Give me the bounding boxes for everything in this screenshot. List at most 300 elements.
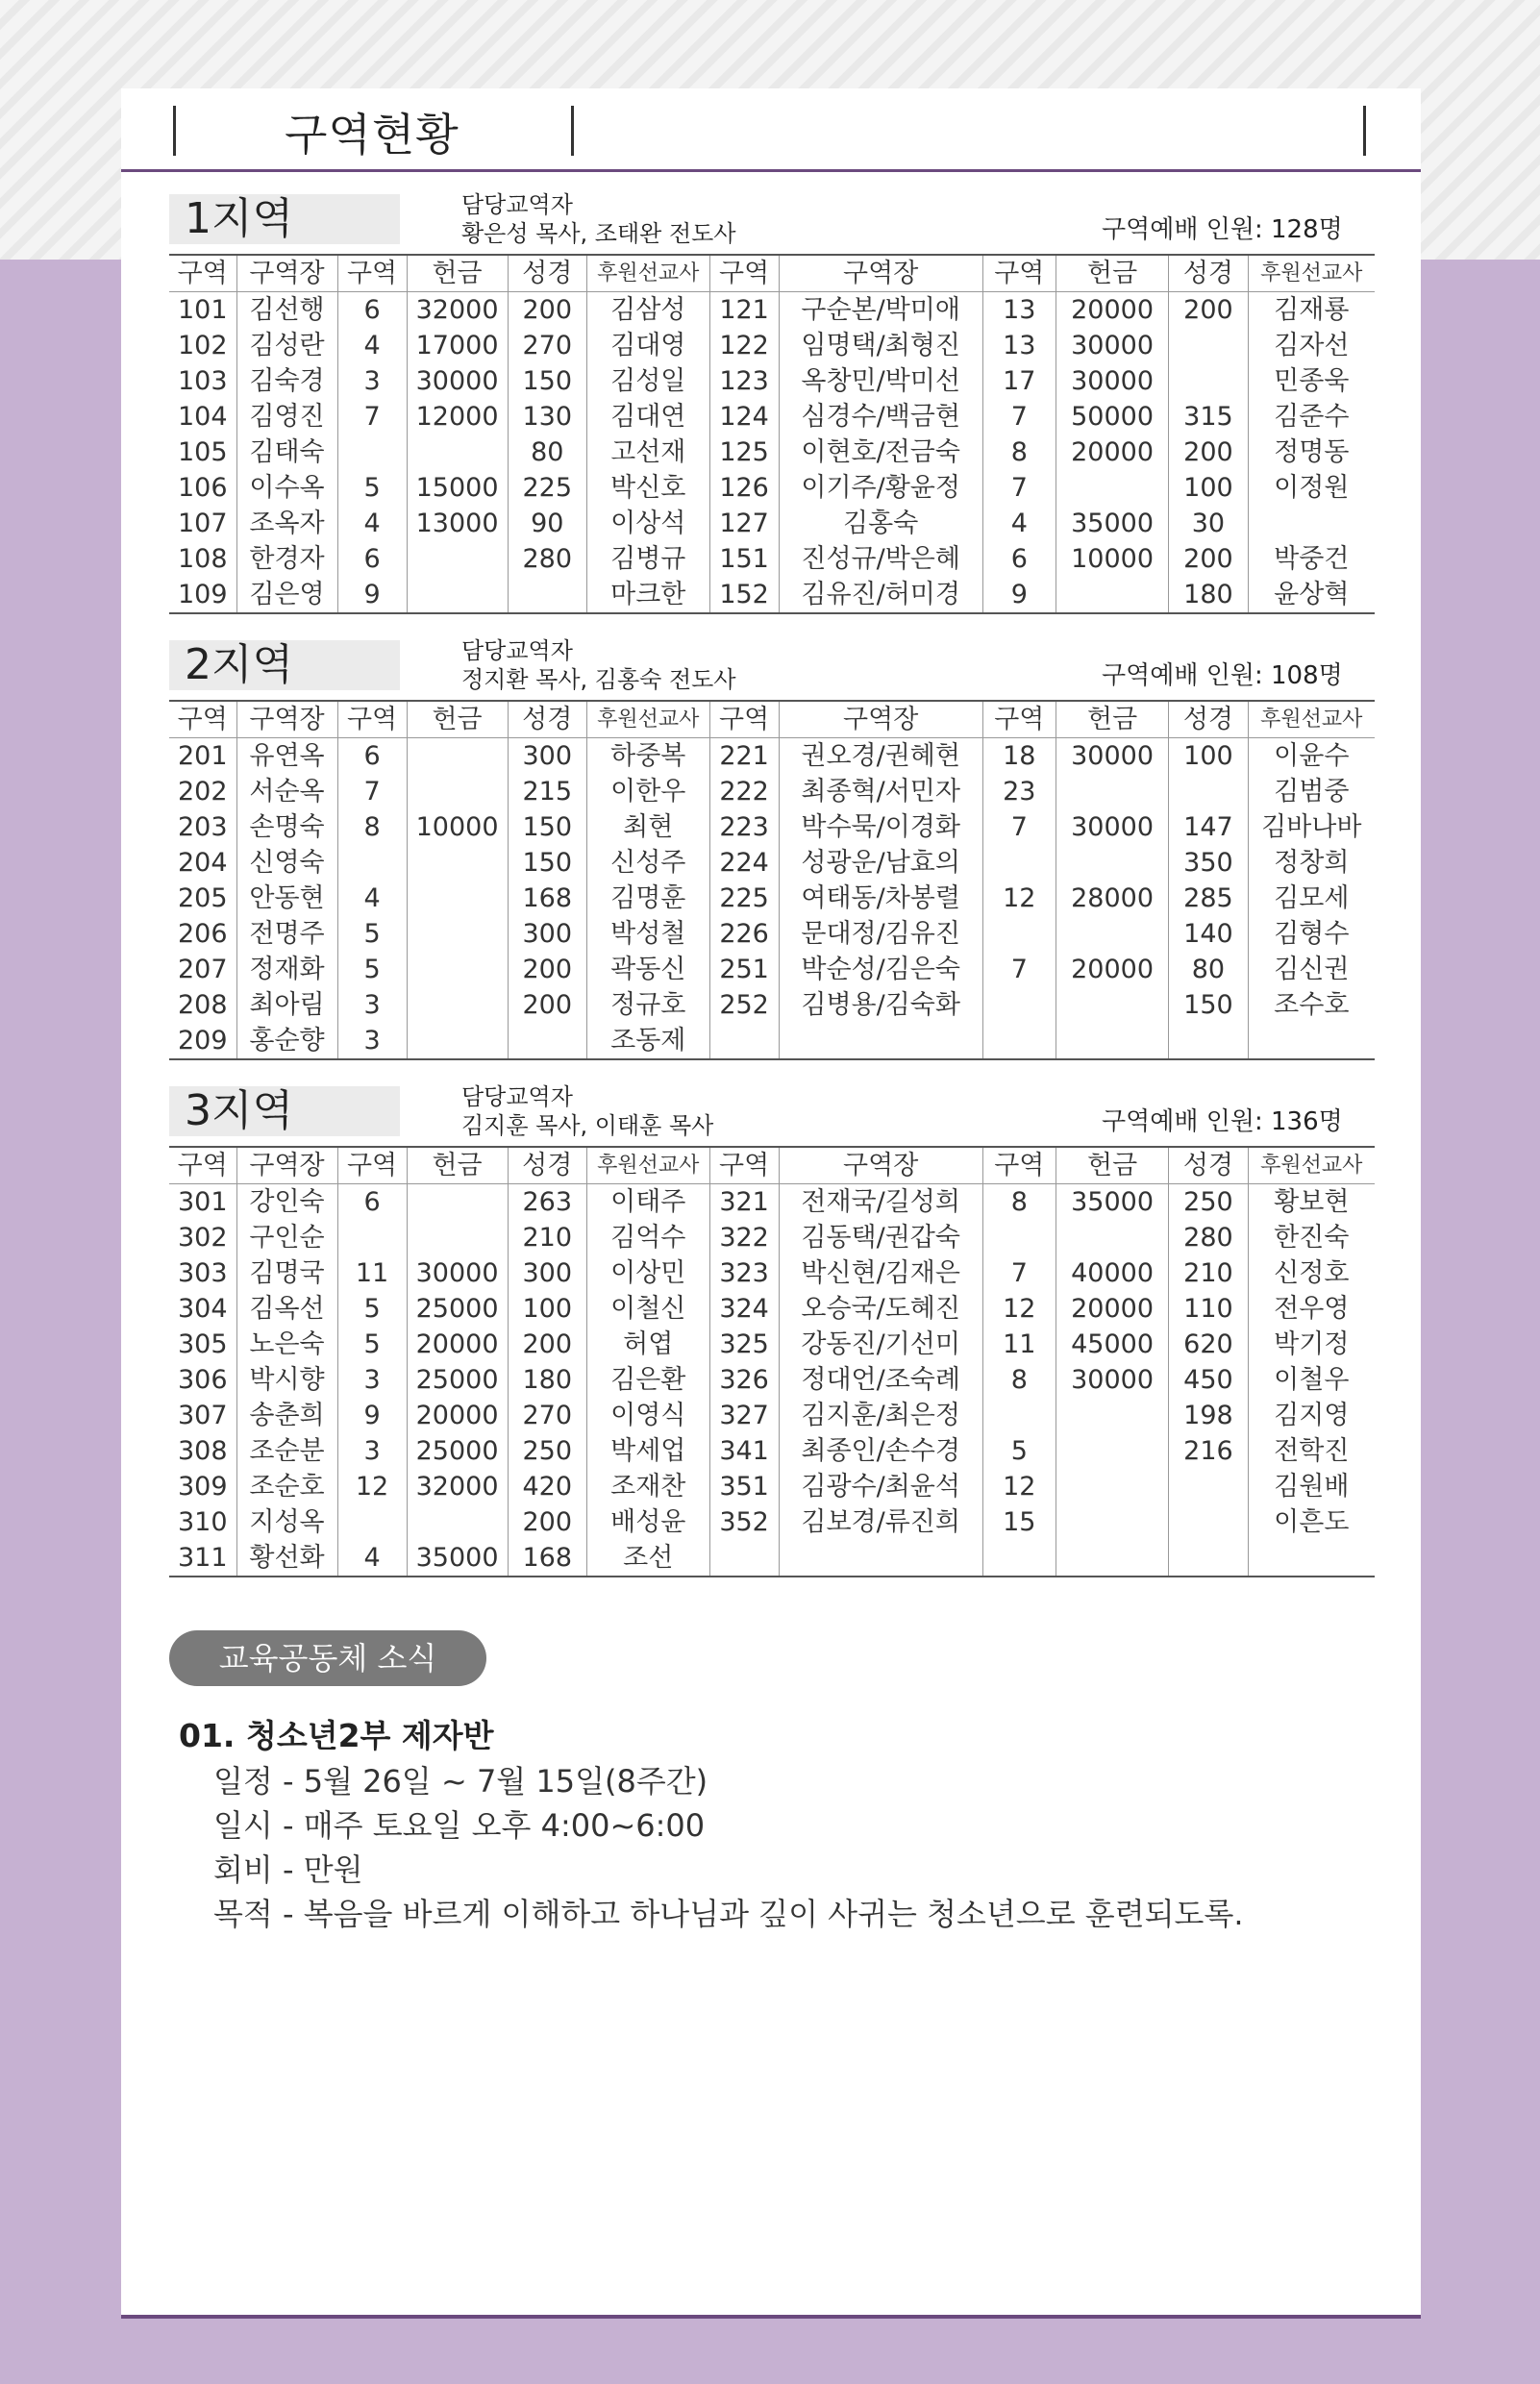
table-cell: 김범중 bbox=[1248, 774, 1375, 809]
column-header: 후원선교사 bbox=[1248, 255, 1375, 292]
table-cell bbox=[779, 1540, 982, 1577]
table-cell: 조순분 bbox=[236, 1433, 337, 1469]
table-cell: 311 bbox=[169, 1540, 236, 1577]
table-cell: 30000 bbox=[1056, 809, 1168, 845]
table-row bbox=[169, 1184, 1375, 1221]
table-cell: 15 bbox=[982, 1504, 1056, 1540]
table-cell bbox=[1169, 363, 1248, 399]
table-cell: 이태주 bbox=[586, 1184, 709, 1221]
table-cell: 이수옥 bbox=[236, 470, 337, 506]
table-row bbox=[169, 845, 1375, 881]
table-cell: 김원배 bbox=[1248, 1469, 1375, 1504]
table-cell: 성광운/남효의 bbox=[779, 845, 982, 881]
table-cell: 하중복 bbox=[586, 738, 709, 775]
table-cell: 3 bbox=[337, 1023, 407, 1059]
column-header: 구역 bbox=[337, 701, 407, 738]
column-header: 구역장 bbox=[236, 701, 337, 738]
table-cell: 308 bbox=[169, 1433, 236, 1469]
table-cell: 306 bbox=[169, 1362, 236, 1398]
table-cell: 207 bbox=[169, 952, 236, 987]
table-cell: 20000 bbox=[1056, 1291, 1168, 1327]
table-cell: 215 bbox=[508, 774, 586, 809]
column-header: 헌금 bbox=[1056, 255, 1168, 292]
table-row bbox=[169, 1291, 1375, 1327]
table-cell: 620 bbox=[1169, 1327, 1248, 1362]
table-cell: 102 bbox=[169, 328, 236, 363]
table-cell bbox=[407, 577, 508, 613]
table-cell: 서순옥 bbox=[236, 774, 337, 809]
column-header: 후원선교사 bbox=[586, 255, 709, 292]
table-cell: 황보현 bbox=[1248, 1184, 1375, 1221]
table-cell: 신정호 bbox=[1248, 1255, 1375, 1291]
table-cell bbox=[1056, 1433, 1168, 1469]
table-row bbox=[169, 1023, 1375, 1059]
table-cell: 임명택/최형진 bbox=[779, 328, 982, 363]
column-header: 구역 bbox=[709, 255, 779, 292]
table-cell: 7 bbox=[982, 1255, 1056, 1291]
column-header: 성경 bbox=[508, 701, 586, 738]
region-2-staff-label: 담당교역자 bbox=[461, 637, 573, 664]
table-cell: 280 bbox=[1169, 1220, 1248, 1255]
table-cell bbox=[407, 435, 508, 470]
table-cell: 민종욱 bbox=[1248, 363, 1375, 399]
table-cell bbox=[407, 952, 508, 987]
table-row bbox=[169, 577, 1375, 613]
table-cell: 김대연 bbox=[586, 399, 709, 435]
table-cell: 200 bbox=[1169, 435, 1248, 470]
table-cell: 지성옥 bbox=[236, 1504, 337, 1540]
table-row bbox=[169, 363, 1375, 399]
table-cell: 5 bbox=[982, 1433, 1056, 1469]
table-row bbox=[169, 738, 1375, 775]
table-cell: 28000 bbox=[1056, 881, 1168, 916]
table-cell: 202 bbox=[169, 774, 236, 809]
table-cell bbox=[407, 881, 508, 916]
table-cell bbox=[337, 1504, 407, 1540]
table-cell: 310 bbox=[169, 1504, 236, 1540]
table-cell: 222 bbox=[709, 774, 779, 809]
table-cell: 226 bbox=[709, 916, 779, 952]
table-cell: 박순성/김은숙 bbox=[779, 952, 982, 987]
table-cell bbox=[508, 577, 586, 613]
table-cell bbox=[982, 1023, 1056, 1059]
table-cell: 30000 bbox=[1056, 1362, 1168, 1398]
table-cell: 김신권 bbox=[1248, 952, 1375, 987]
table-cell: 8 bbox=[982, 1184, 1056, 1221]
table-cell: 김억수 bbox=[586, 1220, 709, 1255]
table-cell: 김은환 bbox=[586, 1362, 709, 1398]
table-cell: 250 bbox=[1169, 1184, 1248, 1221]
table-cell: 126 bbox=[709, 470, 779, 506]
table-cell: 304 bbox=[169, 1291, 236, 1327]
table-cell: 김명훈 bbox=[586, 881, 709, 916]
table-cell bbox=[1169, 328, 1248, 363]
region-2-table bbox=[169, 700, 1375, 1060]
table-cell: 조선 bbox=[586, 1540, 709, 1577]
table-cell bbox=[1169, 774, 1248, 809]
table-row bbox=[169, 809, 1375, 845]
header-mid-tick bbox=[571, 106, 574, 156]
table-cell: 김삼성 bbox=[586, 292, 709, 329]
table-cell: 13 bbox=[982, 292, 1056, 329]
table-cell bbox=[337, 1220, 407, 1255]
table-cell: 100 bbox=[1169, 470, 1248, 506]
table-cell: 12 bbox=[337, 1469, 407, 1504]
header-left-tick bbox=[173, 106, 176, 156]
table-cell: 4 bbox=[337, 328, 407, 363]
region-3-staff-names: 김지훈 목사, 이태훈 목사 bbox=[461, 1112, 714, 1139]
table-cell: 김병규 bbox=[586, 541, 709, 577]
table-cell: 25000 bbox=[407, 1291, 508, 1327]
table-cell: 고선재 bbox=[586, 435, 709, 470]
column-header: 헌금 bbox=[1056, 701, 1168, 738]
table-cell: 김보경/류진희 bbox=[779, 1504, 982, 1540]
table-cell: 유연옥 bbox=[236, 738, 337, 775]
table-cell: 17000 bbox=[407, 328, 508, 363]
table-cell bbox=[407, 916, 508, 952]
header-divider bbox=[121, 169, 1421, 172]
table-cell: 전명주 bbox=[236, 916, 337, 952]
table-cell bbox=[1169, 1504, 1248, 1540]
table-cell: 오승국/도혜진 bbox=[779, 1291, 982, 1327]
table-cell: 204 bbox=[169, 845, 236, 881]
column-header: 성경 bbox=[1169, 1147, 1248, 1184]
table-cell: 324 bbox=[709, 1291, 779, 1327]
table-cell: 250 bbox=[508, 1433, 586, 1469]
column-header: 구역 bbox=[982, 255, 1056, 292]
table-cell bbox=[407, 1220, 508, 1255]
table-row bbox=[169, 1362, 1375, 1398]
table-cell: 신성주 bbox=[586, 845, 709, 881]
table-cell: 여태동/차봉렬 bbox=[779, 881, 982, 916]
table-cell bbox=[1169, 1540, 1248, 1577]
table-cell: 최현 bbox=[586, 809, 709, 845]
table-row bbox=[169, 1255, 1375, 1291]
table-cell bbox=[1248, 1540, 1375, 1577]
table-cell: 200 bbox=[508, 1327, 586, 1362]
table-cell: 김준수 bbox=[1248, 399, 1375, 435]
news-line-time: 일시 - 매주 토요일 오후 4:00~6:00 bbox=[213, 1807, 706, 1844]
table-cell bbox=[407, 1023, 508, 1059]
table-cell: 노은숙 bbox=[236, 1327, 337, 1362]
table-cell: 325 bbox=[709, 1327, 779, 1362]
table-cell bbox=[779, 1023, 982, 1059]
table-cell: 180 bbox=[508, 1362, 586, 1398]
table-cell: 강인숙 bbox=[236, 1184, 337, 1221]
table-cell: 조옥자 bbox=[236, 506, 337, 541]
table-cell: 김홍숙 bbox=[779, 506, 982, 541]
table-cell: 이상석 bbox=[586, 506, 709, 541]
table-cell: 150 bbox=[508, 363, 586, 399]
table-cell: 진성규/박은혜 bbox=[779, 541, 982, 577]
table-cell: 251 bbox=[709, 952, 779, 987]
table-row bbox=[169, 470, 1375, 506]
region-1-staff-label: 담당교역자 bbox=[461, 191, 573, 218]
column-header: 구역 bbox=[169, 1147, 236, 1184]
column-header: 성경 bbox=[1169, 701, 1248, 738]
table-row bbox=[169, 435, 1375, 470]
table-cell: 201 bbox=[169, 738, 236, 775]
table-cell bbox=[1056, 577, 1168, 613]
table-cell: 4 bbox=[982, 506, 1056, 541]
table-cell: 이상민 bbox=[586, 1255, 709, 1291]
table-cell: 263 bbox=[508, 1184, 586, 1221]
table-cell: 12 bbox=[982, 1291, 1056, 1327]
table-cell: 4 bbox=[337, 506, 407, 541]
table-cell: 122 bbox=[709, 328, 779, 363]
table-cell: 김자선 bbox=[1248, 328, 1375, 363]
table-cell bbox=[1056, 774, 1168, 809]
table-cell: 322 bbox=[709, 1220, 779, 1255]
region-1-count: 구역예배 인원: 128명 bbox=[1102, 215, 1343, 244]
table-cell: 18 bbox=[982, 738, 1056, 775]
table-cell bbox=[1056, 1469, 1168, 1504]
table-cell: 6 bbox=[337, 1184, 407, 1221]
table-cell: 147 bbox=[1169, 809, 1248, 845]
table-cell: 100 bbox=[508, 1291, 586, 1327]
table-cell: 315 bbox=[1169, 399, 1248, 435]
table-row bbox=[169, 1433, 1375, 1469]
table-cell: 198 bbox=[1169, 1398, 1248, 1433]
table-cell: 김지영 bbox=[1248, 1398, 1375, 1433]
table-cell bbox=[337, 845, 407, 881]
table-cell: 정대언/조숙례 bbox=[779, 1362, 982, 1398]
table-cell: 121 bbox=[709, 292, 779, 329]
table-cell: 30000 bbox=[1056, 328, 1168, 363]
table-cell: 200 bbox=[508, 292, 586, 329]
table-cell: 301 bbox=[169, 1184, 236, 1221]
table-cell: 김은영 bbox=[236, 577, 337, 613]
table-cell: 109 bbox=[169, 577, 236, 613]
table-cell: 225 bbox=[709, 881, 779, 916]
table-cell: 13000 bbox=[407, 506, 508, 541]
table-cell: 9 bbox=[337, 577, 407, 613]
table-cell: 조동제 bbox=[586, 1023, 709, 1059]
table-cell: 100 bbox=[1169, 738, 1248, 775]
table-cell: 208 bbox=[169, 987, 236, 1023]
table-cell: 80 bbox=[1169, 952, 1248, 987]
table-cell: 10000 bbox=[407, 809, 508, 845]
table-cell: 420 bbox=[508, 1469, 586, 1504]
table-cell: 옥창민/박미선 bbox=[779, 363, 982, 399]
table-cell: 이영식 bbox=[586, 1398, 709, 1433]
table-cell: 8 bbox=[337, 809, 407, 845]
table-row bbox=[169, 399, 1375, 435]
column-header: 구역 bbox=[982, 1147, 1056, 1184]
table-cell: 300 bbox=[508, 738, 586, 775]
table-cell: 350 bbox=[1169, 845, 1248, 881]
table-cell: 김선행 bbox=[236, 292, 337, 329]
page-title: 구역현황 bbox=[285, 109, 460, 161]
table-cell: 김옥선 bbox=[236, 1291, 337, 1327]
table-cell bbox=[709, 1023, 779, 1059]
table-cell: 20000 bbox=[1056, 952, 1168, 987]
table-cell: 32000 bbox=[407, 1469, 508, 1504]
table-cell: 8 bbox=[982, 435, 1056, 470]
table-cell: 108 bbox=[169, 541, 236, 577]
table-cell: 6 bbox=[982, 541, 1056, 577]
table-cell: 김병용/김숙화 bbox=[779, 987, 982, 1023]
column-header: 구역 bbox=[709, 1147, 779, 1184]
table-cell: 6 bbox=[337, 541, 407, 577]
news-line-fee: 회비 - 만원 bbox=[213, 1851, 363, 1888]
table-cell: 구순본/박미애 bbox=[779, 292, 982, 329]
table-cell bbox=[982, 1398, 1056, 1433]
column-header: 헌금 bbox=[407, 1147, 508, 1184]
table-cell: 307 bbox=[169, 1398, 236, 1433]
table-row bbox=[169, 774, 1375, 809]
region-3-count: 구역예배 인원: 136명 bbox=[1102, 1107, 1343, 1136]
table-cell: 9 bbox=[337, 1398, 407, 1433]
column-header: 성경 bbox=[508, 255, 586, 292]
table-cell: 김영진 bbox=[236, 399, 337, 435]
table-cell: 김명국 bbox=[236, 1255, 337, 1291]
table-cell: 80 bbox=[508, 435, 586, 470]
table-cell: 50000 bbox=[1056, 399, 1168, 435]
table-cell: 3 bbox=[337, 1433, 407, 1469]
region-1-title: 1지역 bbox=[169, 194, 400, 244]
table-cell: 270 bbox=[508, 1398, 586, 1433]
table-cell: 5 bbox=[337, 1291, 407, 1327]
table-row bbox=[169, 987, 1375, 1023]
region-1-table bbox=[169, 254, 1375, 614]
table-cell bbox=[1248, 1023, 1375, 1059]
table-cell: 김모세 bbox=[1248, 881, 1375, 916]
region-3-staff-label: 담당교역자 bbox=[461, 1083, 573, 1110]
table-cell: 221 bbox=[709, 738, 779, 775]
table-cell: 7 bbox=[982, 399, 1056, 435]
table-cell: 정규호 bbox=[586, 987, 709, 1023]
table-cell bbox=[337, 435, 407, 470]
table-cell: 200 bbox=[508, 952, 586, 987]
table-cell: 17 bbox=[982, 363, 1056, 399]
table-cell: 김태숙 bbox=[236, 435, 337, 470]
table-cell: 300 bbox=[508, 916, 586, 952]
table-cell: 4 bbox=[337, 881, 407, 916]
table-cell: 10000 bbox=[1056, 541, 1168, 577]
table-cell: 203 bbox=[169, 809, 236, 845]
table-cell: 김성란 bbox=[236, 328, 337, 363]
column-header: 구역 bbox=[337, 1147, 407, 1184]
table-cell: 마크한 bbox=[586, 577, 709, 613]
table-cell: 23 bbox=[982, 774, 1056, 809]
table-cell: 323 bbox=[709, 1255, 779, 1291]
table-cell: 박시향 bbox=[236, 1362, 337, 1398]
table-cell: 127 bbox=[709, 506, 779, 541]
column-header: 구역장 bbox=[779, 1147, 982, 1184]
table-cell: 327 bbox=[709, 1398, 779, 1433]
table-cell bbox=[1056, 470, 1168, 506]
table-cell bbox=[709, 1540, 779, 1577]
table-cell: 김광수/최윤석 bbox=[779, 1469, 982, 1504]
table-row bbox=[169, 1220, 1375, 1255]
table-cell bbox=[1056, 987, 1168, 1023]
table-cell: 김숙경 bbox=[236, 363, 337, 399]
region-2-title: 2지역 bbox=[169, 640, 400, 690]
table-cell: 200 bbox=[508, 987, 586, 1023]
table-cell: 352 bbox=[709, 1504, 779, 1540]
column-header: 구역장 bbox=[779, 701, 982, 738]
table-cell: 이윤수 bbox=[1248, 738, 1375, 775]
column-header: 후원선교사 bbox=[586, 701, 709, 738]
table-cell: 32000 bbox=[407, 292, 508, 329]
table-cell: 309 bbox=[169, 1469, 236, 1504]
column-header: 후원선교사 bbox=[586, 1147, 709, 1184]
table-cell: 150 bbox=[508, 809, 586, 845]
table-cell: 110 bbox=[1169, 1291, 1248, 1327]
table-cell: 이정원 bbox=[1248, 470, 1375, 506]
table-cell: 25000 bbox=[407, 1362, 508, 1398]
table-cell: 정명동 bbox=[1248, 435, 1375, 470]
table-cell: 125 bbox=[709, 435, 779, 470]
table-cell: 5 bbox=[337, 1327, 407, 1362]
table-cell: 송춘희 bbox=[236, 1398, 337, 1433]
table-row bbox=[169, 1398, 1375, 1433]
column-header: 후원선교사 bbox=[1248, 701, 1375, 738]
table-cell: 전우영 bbox=[1248, 1291, 1375, 1327]
table-cell bbox=[407, 845, 508, 881]
region-1-staff-names: 황은성 목사, 조태완 전도사 bbox=[461, 220, 736, 247]
column-header: 구역 bbox=[169, 255, 236, 292]
table-cell: 7 bbox=[982, 952, 1056, 987]
table-row bbox=[169, 541, 1375, 577]
table-cell bbox=[982, 916, 1056, 952]
table-cell: 223 bbox=[709, 809, 779, 845]
table-cell: 김성일 bbox=[586, 363, 709, 399]
table-cell: 224 bbox=[709, 845, 779, 881]
table-cell: 30000 bbox=[407, 1255, 508, 1291]
table-cell: 6 bbox=[337, 292, 407, 329]
table-cell: 209 bbox=[169, 1023, 236, 1059]
table-cell: 구인순 bbox=[236, 1220, 337, 1255]
table-cell: 101 bbox=[169, 292, 236, 329]
table-cell bbox=[407, 774, 508, 809]
table-cell: 105 bbox=[169, 435, 236, 470]
table-cell: 안동현 bbox=[236, 881, 337, 916]
table-cell: 3 bbox=[337, 987, 407, 1023]
table-cell: 4 bbox=[337, 1540, 407, 1577]
table-row bbox=[169, 881, 1375, 916]
table-row bbox=[169, 292, 1375, 329]
table-cell: 5 bbox=[337, 470, 407, 506]
table-cell: 20000 bbox=[1056, 292, 1168, 329]
table-cell bbox=[407, 1184, 508, 1221]
table-cell: 210 bbox=[508, 1220, 586, 1255]
table-cell: 300 bbox=[508, 1255, 586, 1291]
table-cell: 12 bbox=[982, 881, 1056, 916]
table-cell: 30000 bbox=[1056, 738, 1168, 775]
column-header: 구역장 bbox=[779, 255, 982, 292]
column-header: 후원선교사 bbox=[1248, 1147, 1375, 1184]
table-cell: 20000 bbox=[407, 1398, 508, 1433]
table-cell: 김지훈/최은정 bbox=[779, 1398, 982, 1433]
table-cell: 김대영 bbox=[586, 328, 709, 363]
table-cell: 450 bbox=[1169, 1362, 1248, 1398]
table-cell: 손명숙 bbox=[236, 809, 337, 845]
table-cell: 200 bbox=[508, 1504, 586, 1540]
table-cell: 9 bbox=[982, 577, 1056, 613]
column-header: 헌금 bbox=[407, 701, 508, 738]
column-header: 구역 bbox=[169, 701, 236, 738]
table-cell: 303 bbox=[169, 1255, 236, 1291]
table-cell: 한진숙 bbox=[1248, 1220, 1375, 1255]
table-cell: 7 bbox=[337, 399, 407, 435]
table-row bbox=[169, 1540, 1375, 1577]
table-cell: 김형수 bbox=[1248, 916, 1375, 952]
table-cell: 30 bbox=[1169, 506, 1248, 541]
table-cell: 285 bbox=[1169, 881, 1248, 916]
table-cell bbox=[1056, 1220, 1168, 1255]
